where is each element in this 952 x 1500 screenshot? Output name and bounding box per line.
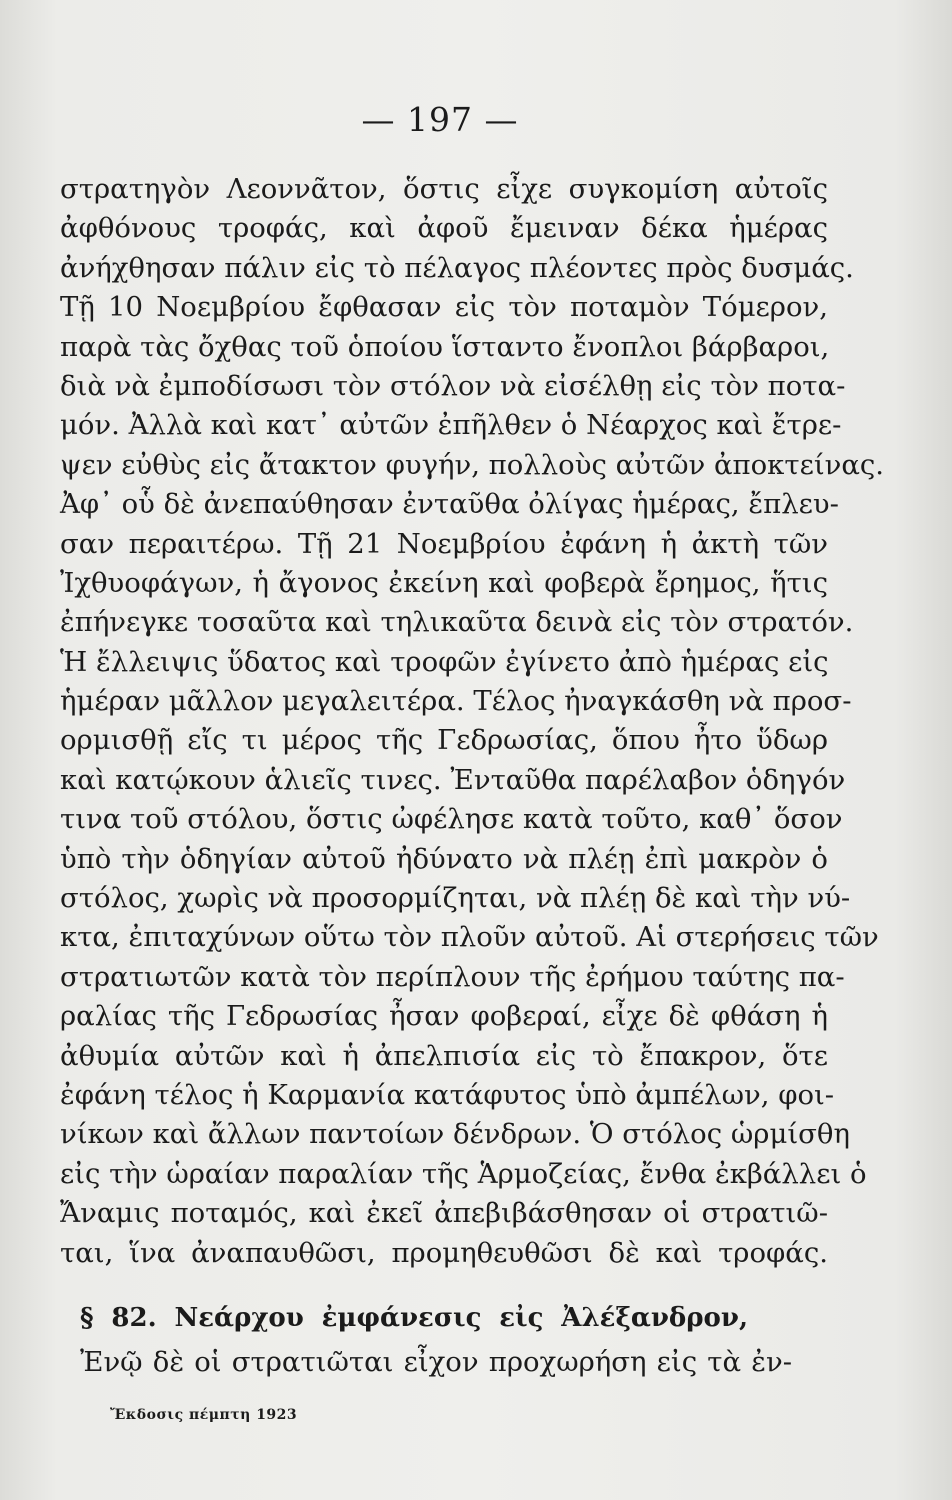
page-number: — 197 — [361,100,519,139]
text-line: σαν περαιτέρω. Τῇ 21 Νοεμβρίου ἐφάνη ἡ ἀκτὴ τῶν [60,527,828,560]
text-line: Ἡ ἔλλειψις ὕδατος καὶ τροφῶν ἐγίνετο ἀπὸ ἡμέρας εἰς [60,645,829,678]
text-line: καὶ κατῴκουν ἁλιεῖς τινες. Ἐνταῦθα παρέλαβον ὁδηγόν [60,763,846,796]
text-line: κτα, ἐπιταχύνων οὕτω τὸν πλοῦν αὐτοῦ. Αἱ στερήσεις τῶν [60,921,879,954]
text-line: νίκων καὶ ἄλλων παντοίων δένδρων. Ὁ στόλος ὡρμίσθη [60,1118,850,1151]
text-line: στρατιωτῶν κατὰ τὸν περίπλουν τῆς ἐρήμου ταύτης πα- [60,960,845,993]
body-text [60,170,885,1273]
text-line: στόλος, χωρὶς νὰ προσορμίζηται, νὰ πλέῃ δὲ καὶ τὴν νύ- [60,882,851,915]
text-line: ορμισθῇ εἴς τι μέρος τῆς Γεδρωσίας, ὅπου ἦτο ὕδωρ [60,724,828,757]
text-line: Ἰχθυοφάγων, ἡ ἄγονος ἐκείνη καὶ φοβερὰ ἔρημος, ἥτις [60,566,828,599]
text-line: ἀνήχθησαν πάλιν εἰς τὸ πέλαγος πλέοντες πρὸς δυσμάς. [60,251,854,284]
text-line: στρατηγὸν Λεοννᾶτον, ὅστις εἶχε συγκομίση αὐτοῖς [60,173,828,205]
text-line: ἐφάνη τέλος ἡ Καρμανία κατάφυτος ὑπὸ ἀμπέλων, φοι- [60,1078,835,1111]
text-line: Ἄναμις ποταμός, καὶ ἐκεῖ ἀπεβιβάσθησαν οἱ στρατιῶ- [60,1197,828,1230]
text-line: ἀθυμία αὐτῶν καὶ ἡ ἀπελπισία εἰς τὸ ἔπακρον, ὅτε [60,1039,828,1072]
text-line: ται, ἵνα ἀναπαυθῶσι, προμηθευθῶσι δὲ καὶ τροφάς. [60,1236,828,1269]
section-heading: § 82. Νεάρχου ἐμφάνεσις εἰς Ἀλέξανδρον, [80,1303,748,1333]
text-line: εἰς τὴν ὡραίαν παραλίαν τῆς Ἁρμοζείας, ἔνθα ἐκβάλλει ὁ [60,1157,867,1190]
text-line: ὑπὸ τὴν ὁδηγίαν αὐτοῦ ἠδύνατο νὰ πλέῃ ἐπὶ μακρὸν ὁ [60,842,828,875]
text-line: ἐπήνεγκε τοσαῦτα καὶ τηλικαῦτα δεινὰ εἰς τὸν στρατόν. [60,606,854,639]
text-line: Ἀφ᾿ οὗ δὲ ἀνεπαύθησαν ἐνταῦθα ὀλίγας ἡμέρας, ἔπλευ- [60,488,839,521]
text-line: διὰ νὰ ἐμποδίσωσι τὸν στόλον νὰ εἰσέλθῃ εἰς τὸν ποτα- [60,369,846,402]
edition-note: Ἔκδοσις πέμπτη 1923 [110,1407,298,1423]
text-line: παρὰ τὰς ὄχθας τοῦ ὁποίου ἵσταντο ἔνοπλοι βάρβαροι, [60,330,830,363]
text-line: μόν. Ἀλλὰ καὶ κατ᾿ αὐτῶν ἐπῆλθεν ὁ Νέαρχος καὶ ἔτρε- [60,409,842,442]
text-line: ψεν εὐθὺς εἰς ἄτακτον φυγήν, πολλοὺς αὐτῶν ἀποκτείνας. [60,448,885,481]
text-line: τινα τοῦ στόλου, ὅστις ὠφέλησε κατὰ τοῦτο, καθ᾿ ὅσον [60,803,843,836]
text-line: Τῇ 10 Νοεμβρίου ἔφθασαν εἰς τὸν ποταμὸν Τόμερον, [60,291,828,324]
section-first-line: Ἐνῷ δὲ οἱ στρατιῶται εἶχον προχωρήση εἰς τὰ ἐν- [80,1346,792,1378]
text-line: ραλίας τῆς Γεδρωσίας ἦσαν φοβεραί, εἶχε δὲ φθάση ἡ [60,1000,828,1033]
text-line: ἡμέραν μᾶλλον μεγαλειτέρα. Τέλος ἠναγκάσθη νὰ προσ- [60,685,852,718]
text-line: ἀφθόνους τροφάς, καὶ ἀφοῦ ἔμειναν δέκα ἡμέρας [60,212,828,245]
